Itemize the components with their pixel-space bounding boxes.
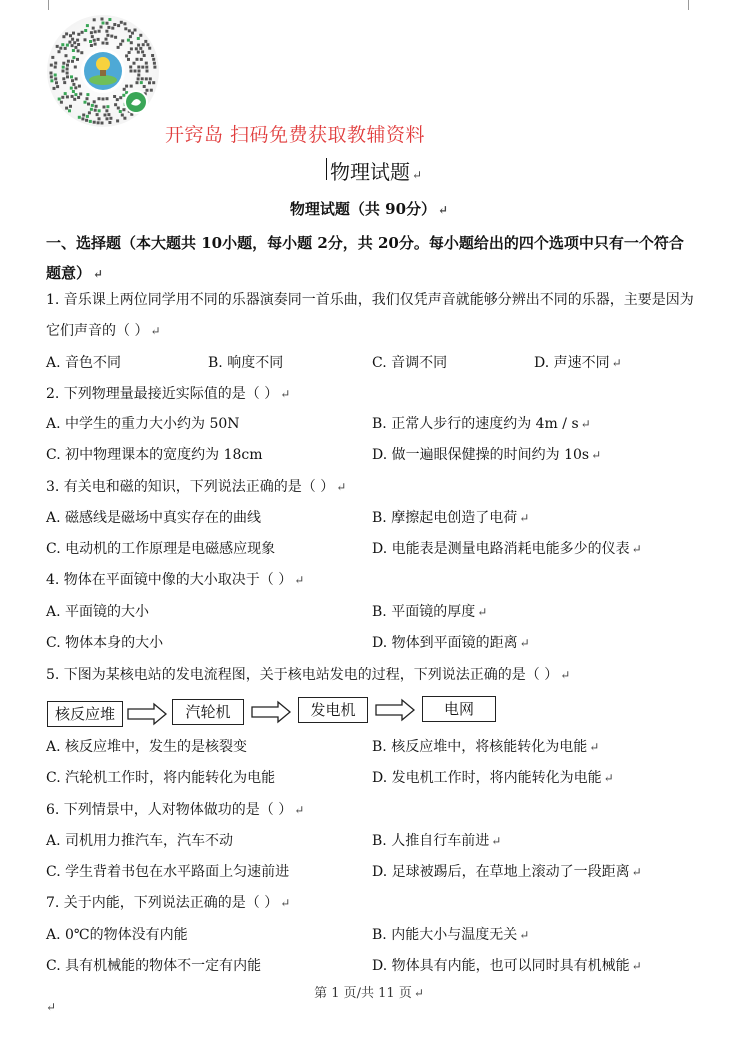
q1-stem-line2: 它们声音的（ ） ↵ (46, 323, 161, 339)
q4-option-d: D. 物体到平面镜的距离 ↵ (372, 635, 530, 651)
q5-option-b: B. 核反应堆中，将核能转化为电能 ↵ (372, 739, 600, 755)
q2-option-a: A. 中学生的重力大小约为 50N (46, 416, 240, 432)
q7-option-d: D. 物体具有内能，也可以同时具有机械能 ↵ (372, 958, 642, 974)
q7-option-c: C. 具有机械能的物体不一定有内能 (46, 958, 262, 974)
crop-mark-top-left (38, 0, 49, 10)
watermark-text: 开窍岛 扫码免费获取教辅资料 (165, 124, 426, 146)
q5-stem: 5. 下图为某核电站的发电流程图，关于核电站发电的过程，下列说法正确的是（ ） ↵ (46, 667, 571, 683)
q7-option-b: B. 内能大小与温度无关 ↵ (372, 927, 530, 943)
q6-stem: 6. 下列情景中，人对物体做功的是（ ） ↵ (46, 802, 305, 818)
q3-option-d: D. 电能表是测量电路消耗电能多少的仪表 ↵ (372, 541, 642, 557)
flow-box-reactor: 核反应堆 (47, 701, 123, 727)
q3-option-c: C. 电动机的工作原理是电磁感应现象 (46, 541, 276, 557)
q6-option-c: C. 学生背着书包在水平路面上匀速前进 (46, 864, 290, 880)
flow-arrow-3 (374, 697, 416, 723)
page-title: 物理试题 ↵ (330, 160, 423, 184)
q2-option-b: B. 正常人步行的速度约为 4m / s ↵ (372, 416, 591, 432)
q5-option-d: D. 发电机工作时，将内能转化为电能 ↵ (372, 770, 614, 786)
text-cursor (326, 158, 327, 180)
q6-option-a: A. 司机用力推汽车，汽车不动 (46, 833, 234, 849)
section-heading: 一、选择题（本大题共 10小题，每小题 2分，共 20分。每小题给出的四个选项中只有一个符合题意） ↵ (46, 234, 684, 282)
paragraph-mark-end: ↵ (46, 1000, 57, 1014)
q1-option-a: A. 音色不同 (46, 355, 122, 371)
q1-option-d: D. 声速不同 ↵ (534, 355, 622, 371)
page-footer: 第 1 页/共 11 页 ↵ (314, 986, 424, 1001)
q3-stem: 3. 有关电和磁的知识，下列说法正确的是（ ） ↵ (46, 479, 347, 495)
q2-stem: 2. 下列物理量最接近实际值的是（ ） ↵ (46, 386, 291, 402)
q5-option-a: A. 核反应堆中，发生的是核裂变 (46, 739, 248, 755)
flow-box-generator: 发电机 (298, 697, 368, 723)
q7-stem: 7. 关于内能，下列说法正确的是（ ） ↵ (46, 895, 291, 911)
flow-box-grid: 电网 (422, 696, 496, 722)
q6-option-b: B. 人推自行车前进 ↵ (372, 833, 502, 849)
q4-option-a: A. 平面镜的大小 (46, 604, 150, 620)
flow-box-turbine: 汽轮机 (172, 699, 244, 725)
crop-mark-top-right (688, 0, 699, 10)
q1-stem-line1: 1. 音乐课上两位同学用不同的乐器演奏同一首乐曲，我们仅凭声音就能够分辨出不同的乐器，主要是因为 (46, 292, 694, 308)
q5-option-c: C. 汽轮机工作时，将内能转化为电能 (46, 770, 276, 786)
q6-option-d: D. 足球被踢后，在草地上滚动了一段距离 ↵ (372, 864, 642, 880)
q4-stem: 4. 物体在平面镜中像的大小取决于（ ） ↵ (46, 572, 305, 588)
q1-option-b: B. 响度不同 (208, 355, 284, 371)
q2-option-d: D. 做一遍眼保健操的时间约为 10s ↵ (372, 447, 602, 463)
q3-option-a: A. 磁感线是磁场中真实存在的曲线 (46, 510, 262, 526)
qr-code-image (46, 14, 160, 128)
q2-option-c: C. 初中物理课本的宽度约为 18cm (46, 447, 263, 463)
q1-option-c: C. 音调不同 (372, 355, 448, 371)
flow-arrow-1 (126, 701, 168, 727)
q3-option-b: B. 摩擦起电创造了电荷 ↵ (372, 510, 530, 526)
q4-option-b: B. 平面镜的厚度 ↵ (372, 604, 488, 620)
q7-option-a: A. 0℃的物体没有内能 (46, 927, 188, 943)
exam-subtitle: 物理试题（共 90分） ↵ (289, 200, 449, 218)
flow-arrow-2 (250, 699, 292, 725)
q4-option-c: C. 物体本身的大小 (46, 635, 164, 651)
